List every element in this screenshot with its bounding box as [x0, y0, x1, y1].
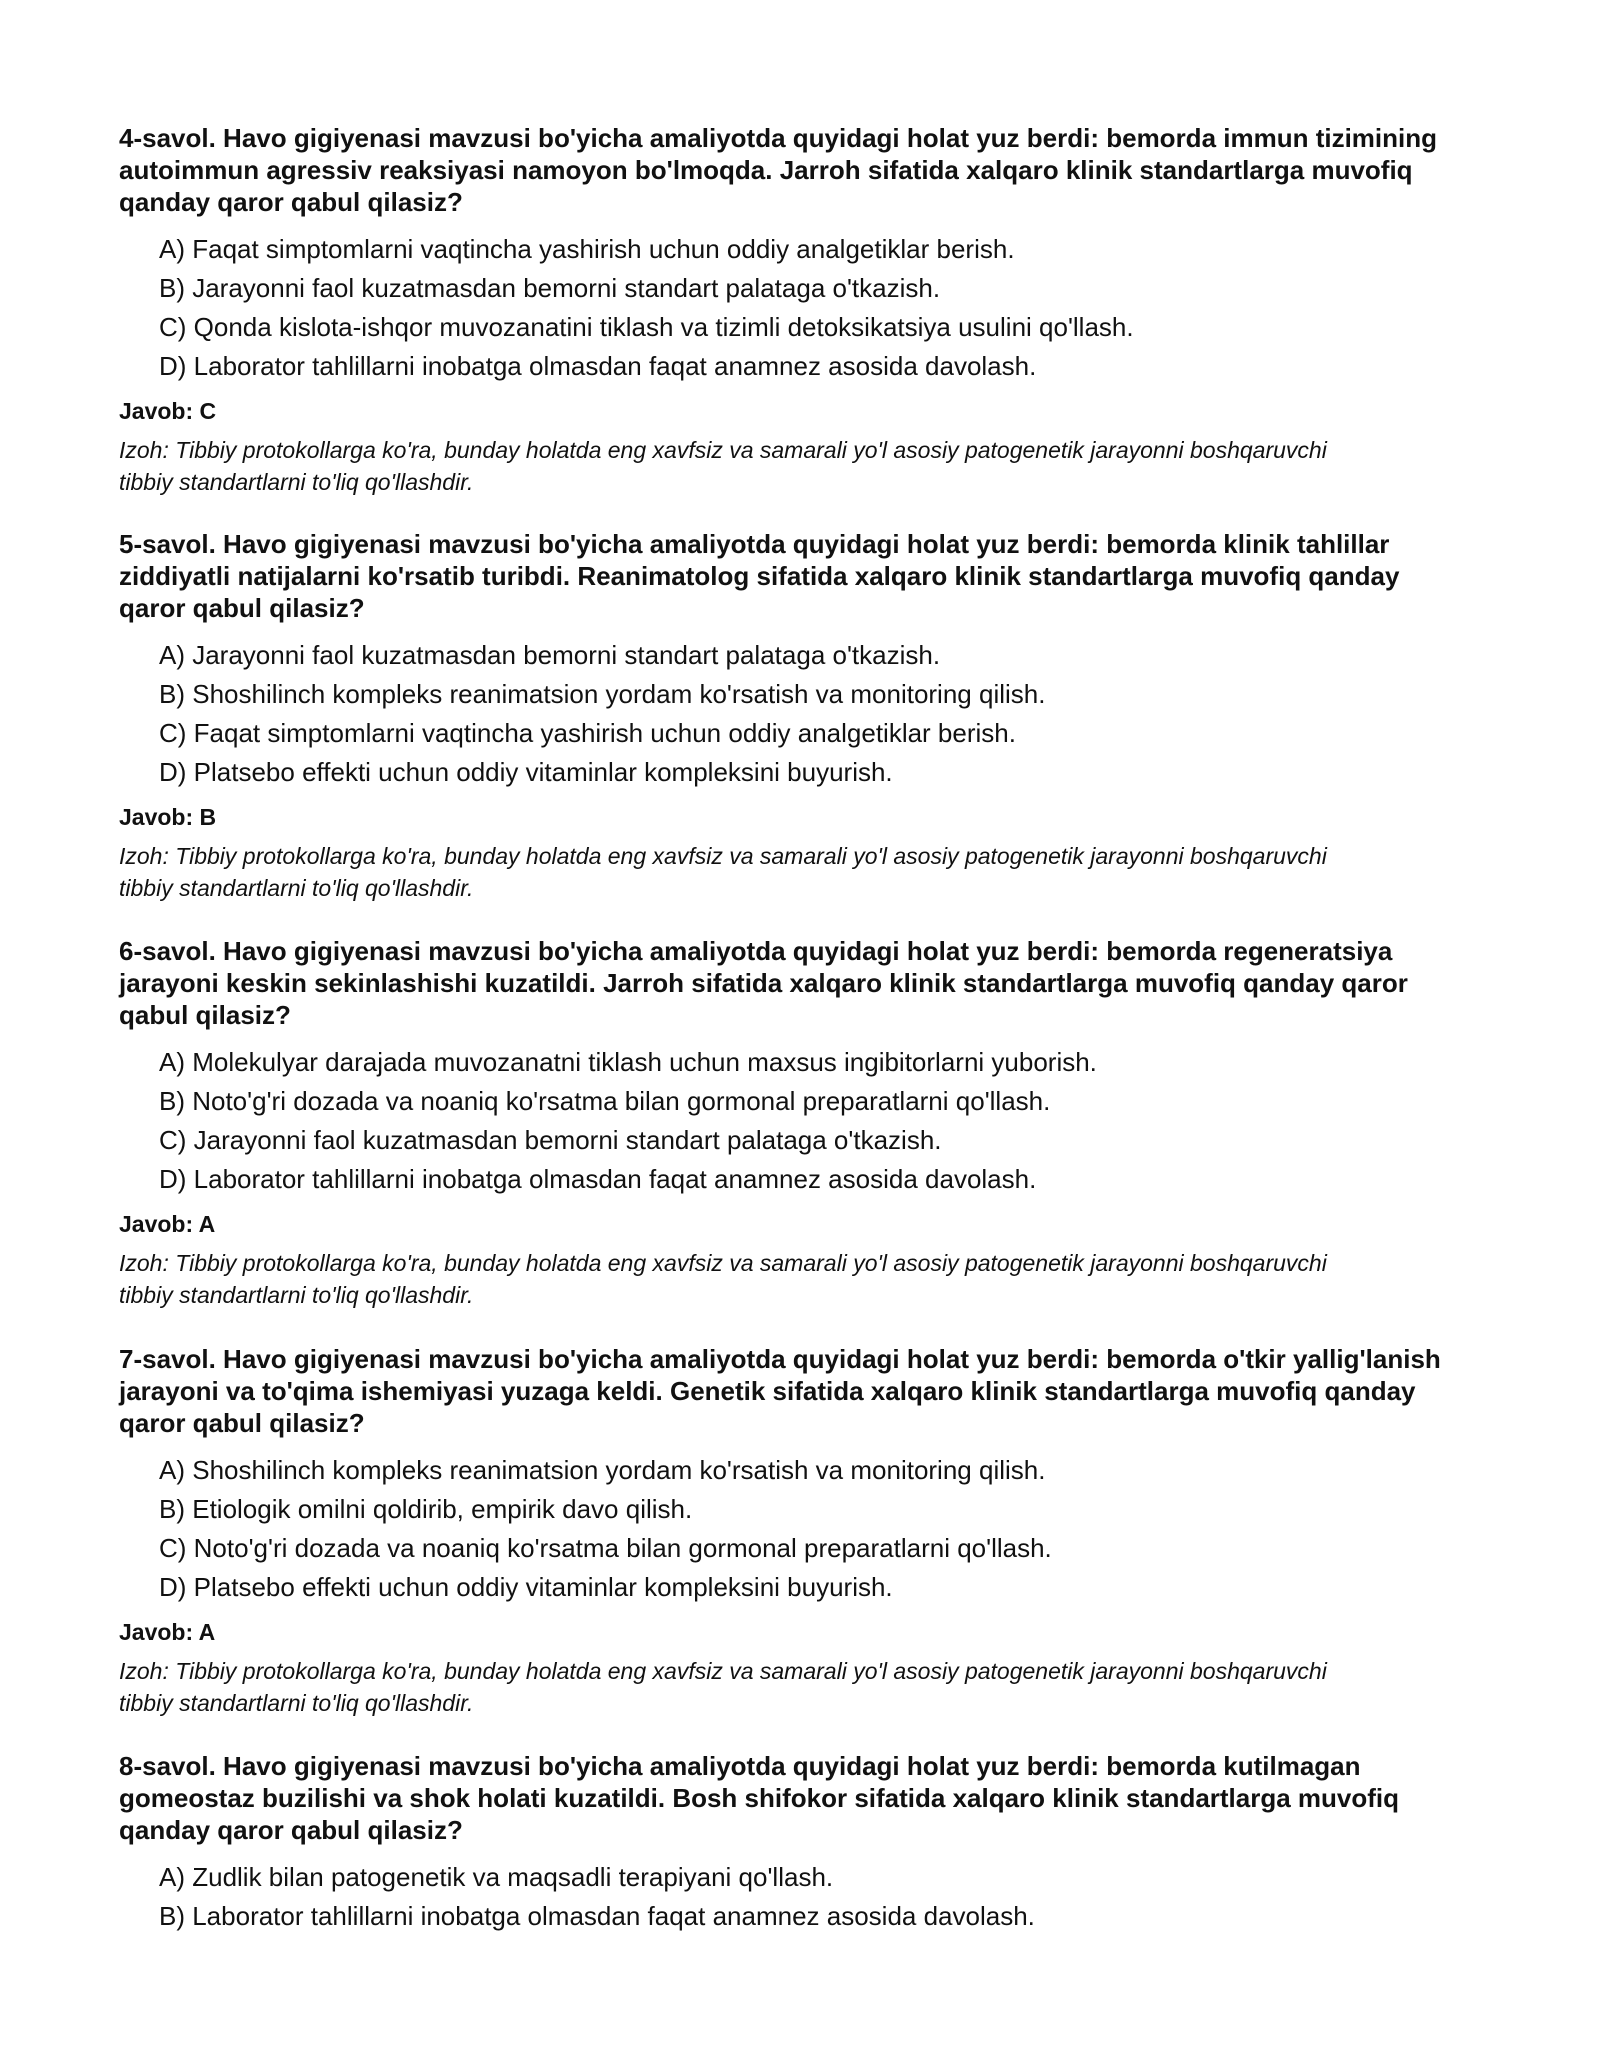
explanation-note: Izoh: Tibbiy protokollarga ko'ra, bunday holatda eng xavfsiz va samarali yo'l asosiy patogenetik jarayonni boshqaruvchi tibbiy standartlarni to'liq qo'llashdir.	[119, 1250, 1327, 1308]
option-c: C) Qonda kislota-ishqor muvozanatini tiklash va tizimli detoksikatsiya usulini qo'llash.	[159, 312, 1134, 342]
explanation-note: Izoh: Tibbiy protokollarga ko'ra, bunday holatda eng xavfsiz va samarali yo'l asosiy patogenetik jarayonni boshqaruvchi tibbiy standartlarni to'liq qo'llashdir.	[119, 1658, 1327, 1716]
question-title: 6-savol. Havo gigiyenasi mavzusi bo'yicha amaliyotda quyidagi holat yuz berdi: bemorda regeneratsiya jarayoni keskin sekinlashishi kuzatildi. Jarroh sifatida xalqaro klinik standartlarga muvofiq qanday qaror qabul qilasiz?	[119, 936, 1408, 1030]
option-c: C) Jarayonni faol kuzatmasdan bemorni standart palataga o'tkazish.	[159, 1125, 942, 1155]
option-b: B) Jarayonni faol kuzatmasdan bemorni standart palataga o'tkazish.	[159, 273, 941, 303]
option-a: A) Jarayonni faol kuzatmasdan bemorni standart palataga o'tkazish.	[159, 640, 941, 670]
option-b: B) Etiologik omilni qoldirib, empirik davo qilish.	[159, 1494, 693, 1524]
question-block-8	[119, 1750, 1449, 1936]
option-list	[119, 230, 1449, 386]
option-list	[119, 1858, 1449, 1936]
question-title: 8-savol. Havo gigiyenasi mavzusi bo'yicha amaliyotda quyidagi holat yuz berdi: bemorda kutilmagan gomeostaz buzilishi va shok holati kuzatildi. Bosh shifokor sifatida xalqaro klinik standartlarga muvofiq qanday qaror qabul qilasiz?	[119, 1751, 1400, 1845]
option-c: C) Faqat simptomlarni vaqtincha yashirish uchun oddiy analgetiklar berish.	[159, 718, 1016, 748]
option-a: A) Molekulyar darajada muvozanatni tiklash uchun maxsus ingibitorlarni yuborish.	[159, 1047, 1097, 1077]
question-title: 7-savol. Havo gigiyenasi mavzusi bo'yicha amaliyotda quyidagi holat yuz berdi: bemorda o'tkir yallig'lanish jarayoni va to'qima ishemiyasi yuzaga keldi. Genetik sifatida xalqaro klinik standartlarga muvofiq qanday qaror qabul qilasiz?	[119, 1344, 1441, 1438]
option-b: B) Noto'g'ri dozada va noaniq ko'rsatma bilan gormonal preparatlarni qo'llash.	[159, 1086, 1051, 1116]
explanation-note: Izoh: Tibbiy protokollarga ko'ra, bunday holatda eng xavfsiz va samarali yo'l asosiy patogenetik jarayonni boshqaruvchi tibbiy standartlarni to'liq qo'llashdir.	[119, 437, 1327, 495]
option-d: D) Laborator tahlillarni inobatga olmasdan faqat anamnez asosida davolash.	[159, 351, 1037, 381]
question-block-4	[119, 122, 1449, 498]
option-list	[119, 1043, 1449, 1199]
option-a: A) Faqat simptomlarni vaqtincha yashirish uchun oddiy analgetiklar berish.	[159, 234, 1015, 264]
option-d: D) Laborator tahlillarni inobatga olmasdan faqat anamnez asosida davolash.	[159, 1164, 1037, 1194]
answer-line: Javob: C	[119, 398, 217, 424]
answer-line: Javob: A	[119, 1211, 216, 1237]
answer-line: Javob: B	[119, 804, 217, 830]
option-a: A) Shoshilinch kompleks reanimatsion yordam ko'rsatish va monitoring qilish.	[159, 1455, 1046, 1485]
question-title: 4-savol. Havo gigiyenasi mavzusi bo'yicha amaliyotda quyidagi holat yuz berdi: bemorda immun tizimining autoimmun agressiv reaksiyasi namoyon bo'lmoqda. Jarroh sifatida xalqaro klinik standartlarga muvofiq qanday qaror qabul qilasiz?	[119, 123, 1438, 217]
answer-line: Javob: A	[119, 1619, 216, 1645]
option-a: A) Zudlik bilan patogenetik va maqsadli terapiyani qo'llash.	[159, 1862, 834, 1892]
option-d: D) Platsebo effekti uchun oddiy vitaminlar kompleksini buyurish.	[159, 1572, 893, 1602]
question-title: 5-savol. Havo gigiyenasi mavzusi bo'yicha amaliyotda quyidagi holat yuz berdi: bemorda klinik tahlillar ziddiyatli natijalarni ko'rsatib turibdi. Reanimatolog sifatida xalqaro klinik standartlarga muvofiq qanday qaror qabul qilasiz?	[119, 529, 1400, 623]
question-block-7	[119, 1343, 1449, 1719]
option-c: C) Noto'g'ri dozada va noaniq ko'rsatma bilan gormonal preparatlarni qo'llash.	[159, 1533, 1052, 1563]
option-b: B) Laborator tahlillarni inobatga olmasdan faqat anamnez asosida davolash.	[159, 1901, 1035, 1931]
option-list	[119, 636, 1449, 792]
question-block-5	[119, 528, 1449, 904]
option-list	[119, 1451, 1449, 1607]
option-b: B) Shoshilinch kompleks reanimatsion yordam ko'rsatish va monitoring qilish.	[159, 679, 1046, 709]
option-d: D) Platsebo effekti uchun oddiy vitaminlar kompleksini buyurish.	[159, 757, 893, 787]
explanation-note: Izoh: Tibbiy protokollarga ko'ra, bunday holatda eng xavfsiz va samarali yo'l asosiy patogenetik jarayonni boshqaruvchi tibbiy standartlarni to'liq qo'llashdir.	[119, 843, 1327, 901]
question-block-6	[119, 935, 1449, 1311]
